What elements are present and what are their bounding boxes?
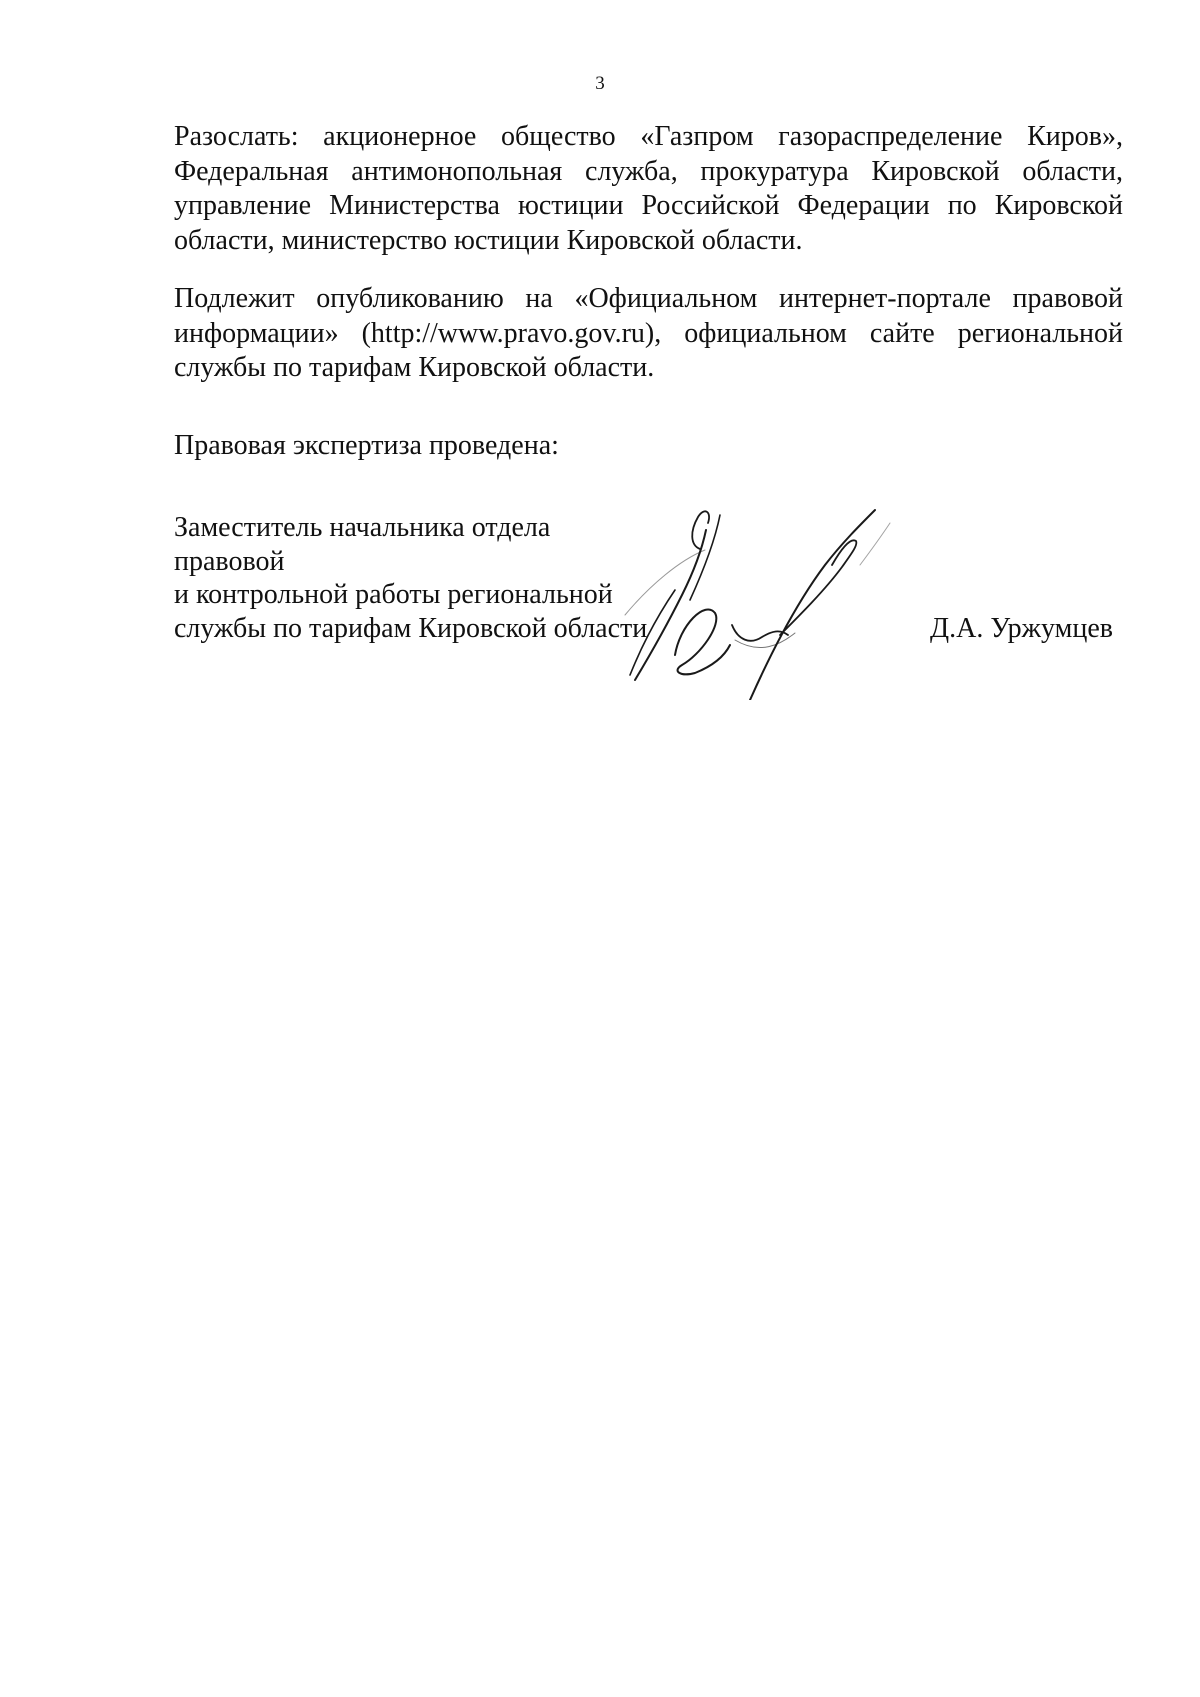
page-number: 3: [595, 73, 605, 94]
signer-position-line: и контрольной работы региональной: [174, 579, 613, 610]
publication-paragraph: Подлежит опубликованию на «Официальном интернет-портале правовой информации» (http://www.pravo.gov.ru), официальном сайте региональной службы по тарифам Кировской области.: [174, 283, 1123, 383]
signer-name: Д.А. Уржумцев: [930, 613, 1114, 644]
handwritten-signature: [620, 505, 940, 700]
signer-position-line: службы по тарифам Кировской области: [174, 612, 648, 644]
signer-position-block: [174, 511, 647, 645]
distribution-paragraph: Разослать: акционерное общество «Газпром газораспределение Киров», Федеральная антимонопольная служба, прокуратура Кировской области, управление Министерства юстиции Российской Федерации по Кировской области, министерство юстиции Кировской области.: [174, 121, 1123, 256]
signer-position-line: правовой: [174, 545, 285, 577]
signer-position-line: Заместитель начальника отдела: [174, 512, 551, 543]
legal-review-note: Правовая экспертиза проведена:: [174, 430, 559, 461]
